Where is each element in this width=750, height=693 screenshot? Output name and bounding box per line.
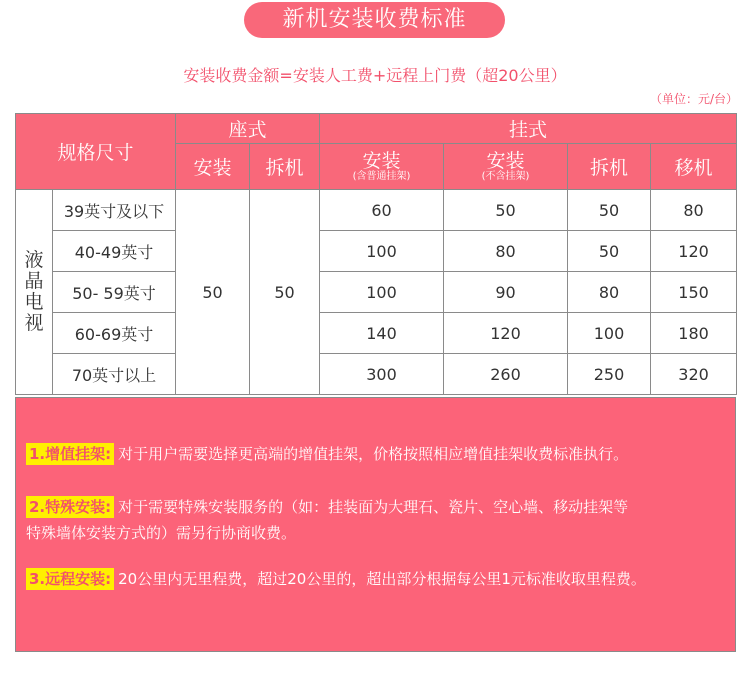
header-hang-install-a-label: 安装 [362, 150, 401, 172]
notes-panel [15, 397, 736, 652]
header-hang-install-a-note: (含普通挂架) [352, 171, 411, 182]
size-cell: 50- 59英寸 [53, 272, 176, 313]
note-text: 20公里内无里程费，超过20公里的，超出部分根据每公里1元标准收取里程费。 [118, 570, 646, 588]
price-cell: 250 [568, 354, 651, 395]
unit-label: （单位：元/台） [649, 92, 738, 106]
fee-formula: 安装收费金额=安装人工费+远程上门费（超20公里） [183, 66, 567, 85]
note-text: 对于需要特殊安装服务的（如：挂装面为大理石、瓷片、空心墙、移动挂架等 [118, 498, 629, 516]
price-cell: 50 [568, 190, 651, 231]
category-label: 液晶电视 [24, 249, 44, 334]
table-row [16, 354, 737, 395]
price-cell: 80 [444, 231, 568, 272]
price-cell: 100 [320, 272, 444, 313]
note-tag: 1.增值挂架: [26, 443, 114, 465]
price-cell: 120 [651, 231, 737, 272]
note-value-added-bracket [26, 441, 731, 467]
price-table [15, 113, 737, 395]
price-cell: 80 [568, 272, 651, 313]
header-size: 规格尺寸 [16, 114, 176, 190]
price-cell: 50 [568, 231, 651, 272]
header-hang-install-b-label: 安装 [486, 150, 525, 172]
price-cell: 320 [651, 354, 737, 395]
seat-install-price: 50 [176, 190, 250, 395]
note-text: 对于用户需要选择更高端的增值挂架，价格按照相应增值挂架收费标准执行。 [118, 445, 629, 463]
table-row [16, 272, 737, 313]
price-cell: 180 [651, 313, 737, 354]
price-cell: 100 [568, 313, 651, 354]
header-seat-install: 安装 [176, 144, 250, 190]
header-hang: 挂式 [320, 114, 737, 144]
size-cell: 70英寸以上 [53, 354, 176, 395]
header-hang-install-without-bracket [444, 144, 568, 190]
header-hang-move: 移机 [651, 144, 737, 190]
price-cell: 150 [651, 272, 737, 313]
price-cell: 260 [444, 354, 568, 395]
note-tag: 3.远程安装: [26, 568, 114, 590]
category-cell [16, 190, 53, 395]
seat-remove-price: 50 [250, 190, 320, 395]
price-cell: 50 [444, 190, 568, 231]
price-cell: 100 [320, 231, 444, 272]
table-row [16, 231, 737, 272]
header-hang-install-with-bracket [320, 144, 444, 190]
price-cell: 300 [320, 354, 444, 395]
price-cell: 120 [444, 313, 568, 354]
note-special-install [26, 494, 731, 546]
table-row [16, 313, 737, 354]
price-cell: 140 [320, 313, 444, 354]
header-hang-remove: 拆机 [568, 144, 651, 190]
page-title: 新机安装收费标准 [244, 2, 505, 38]
size-cell: 39英寸及以下 [53, 190, 176, 231]
header-seat-remove: 拆机 [250, 144, 320, 190]
note-remote-install [26, 566, 731, 592]
header-hang-install-b-note: (不含挂架) [481, 171, 530, 182]
note-tag: 2.特殊安装: [26, 496, 114, 518]
note-text-continued: 特殊墙体安装方式的）需另行协商收费。 [26, 524, 297, 542]
price-cell: 90 [444, 272, 568, 313]
table-row [16, 190, 737, 231]
size-cell: 60-69英寸 [53, 313, 176, 354]
size-cell: 40-49英寸 [53, 231, 176, 272]
price-cell: 60 [320, 190, 444, 231]
price-cell: 80 [651, 190, 737, 231]
header-seat: 座式 [176, 114, 320, 144]
